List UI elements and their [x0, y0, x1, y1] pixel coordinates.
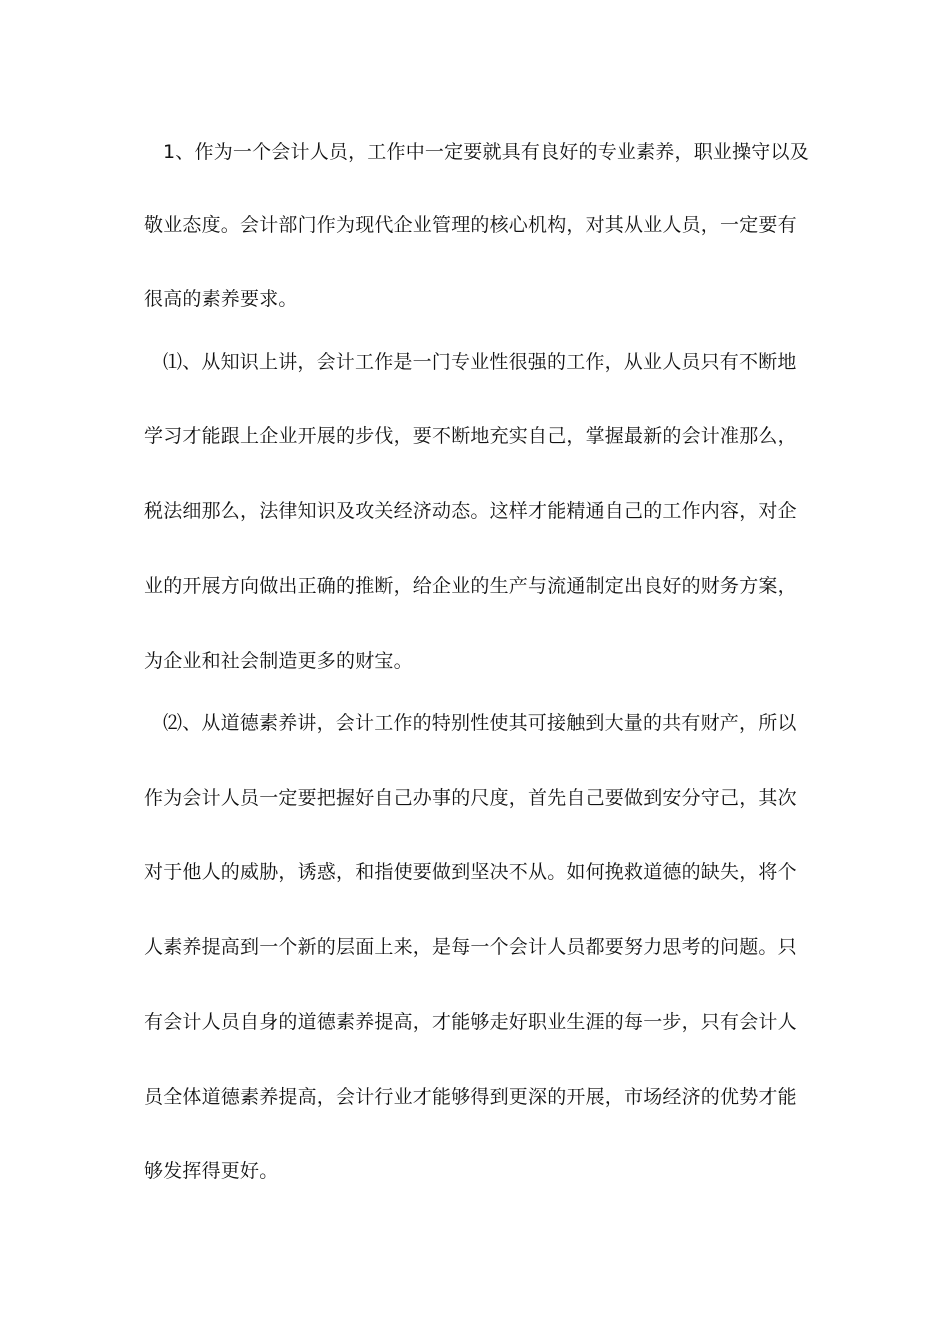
paragraph-3-line-5: 有会计人员自身的道德素养提高，才能够走好职业生涯的每一步，只有会计人: [144, 1011, 797, 1033]
paragraph-3-line-6: 员全体道德素养提高，会计行业才能够得到更深的开展，市场经济的优势才能: [144, 1086, 797, 1108]
paragraph-3-line-7: 够发挥得更好。: [144, 1160, 279, 1182]
paragraph-1-line-1: 1、作为一个会计人员，工作中一定要就具有良好的专业素养，职业操守以及: [163, 141, 809, 163]
paragraph-2-line-5: 为企业和社会制造更多的财宝。: [144, 650, 413, 672]
paragraph-3-line-3: 对于他人的威胁，诱惑，和指使要做到坚决不从。如何挽救道德的缺失，将个: [144, 861, 797, 883]
paragraph-2-line-2: 学习才能跟上企业开展的步伐，要不断地充实自己，掌握最新的会计准那么，: [144, 425, 797, 447]
paragraph-1-line-3: 很高的素养要求。: [144, 288, 298, 310]
paragraph-3-line-4: 人素养提高到一个新的层面上来，是每一个会计人员都要努力思考的问题。只: [144, 936, 797, 958]
paragraph-1-line-2: 敬业态度。会计部门作为现代企业管理的核心机构，对其从业人员，一定要有: [144, 214, 797, 236]
paragraph-3-line-1: ⑵、从道德素养讲，会计工作的特别性使其可接触到大量的共有财产，所以: [163, 712, 797, 734]
paragraph-2-line-4: 业的开展方向做出正确的推断，给企业的生产与流通制定出良好的财务方案，: [144, 575, 797, 597]
paragraph-2-line-1: ⑴、从知识上讲，会计工作是一门专业性很强的工作，从业人员只有不断地: [163, 351, 797, 373]
paragraph-2-line-3: 税法细那么，法律知识及攻关经济动态。这样才能精通自己的工作内容，对企: [144, 500, 797, 522]
paragraph-3-line-2: 作为会计人员一定要把握好自己办事的尺度，首先自己要做到安分守己，其次: [144, 787, 797, 809]
